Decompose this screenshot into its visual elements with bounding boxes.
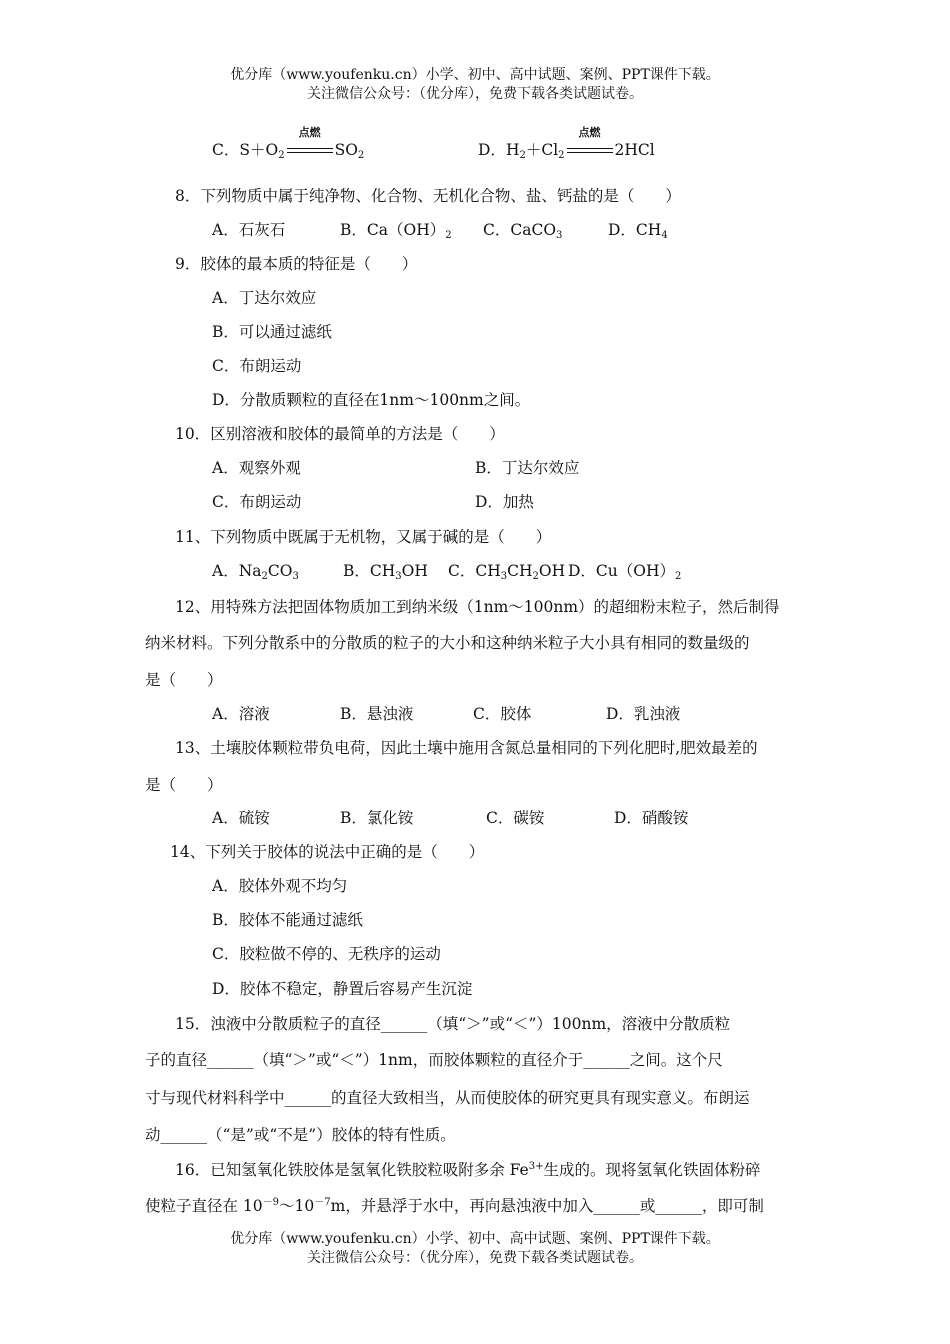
q13-line-1: 13、土壤胶体颗粒带负电荷，因此土壤中施用含氮总量相同的下列化肥时,肥效最差的: [175, 739, 758, 757]
q8-option-b: B．$Ca(OH)_2$: [340, 221, 452, 241]
q15-line-1: 15．浊液中分散质粒子的直径______（填“＞”或“＜”）100nm，溶液中分散质粒: [175, 1015, 731, 1033]
q9-option-b: B．可以通过滤纸: [212, 323, 332, 341]
q14-option-d: D．胶体不稳定，静置后容易产生沉淀: [212, 980, 473, 998]
q13-option-a: A．硫铵: [212, 809, 270, 827]
q10-stem: 10．区别溶液和胶体的最简单的方法是（ ）: [175, 425, 505, 443]
q14-stem: 14、下列关于胶体的说法中正确的是（ ）: [170, 843, 485, 861]
q12-line-1: 12、用特殊方法把固体物质加工到纳米级（1nm～100nm）的超细粉末粒子，然后制得: [175, 598, 780, 616]
q13-option-b: B．氯化铵: [340, 809, 414, 827]
header-line-1: 优分库（www.youfenku.cn）小学、初中、高中试题、案例、PPT课件下载。: [230, 67, 720, 83]
q8-option-c: C．CaCO$_3$: [483, 221, 563, 241]
q9-option-a: A．丁达尔效应: [212, 289, 317, 307]
q9-option-d: D．分散质颗粒的直径在1nm～100nm之间。: [212, 391, 531, 409]
q8-option-a: A．石灰石: [212, 221, 286, 239]
q11-option-b: B．$CH_3OH$: [343, 562, 428, 582]
q16-line-2: 使粒子直径在 $10^{-9}\sim 10^{-7}m$，并悬浮于水中，再向悬浊液中加入______或______，即可制: [145, 1197, 764, 1215]
footer-line-1: 优分库（www.youfenku.cn）小学、初中、高中试题、案例、PPT课件下载。: [230, 1231, 720, 1247]
q9-option-c: C．布朗运动: [212, 357, 302, 375]
q8-option-d: D．$CH_4$: [608, 221, 668, 241]
q15-line-4: 动______（“是”或“不是”）胶体的特有性质。: [145, 1126, 456, 1144]
q12-line-3: 是（ ）: [145, 671, 223, 689]
q10-option-b: B．丁达尔效应: [475, 459, 580, 477]
q14-option-a: A．胶体外观不均匀: [212, 877, 348, 895]
q13-line-2: 是（ ）: [145, 776, 223, 794]
q12-option-b: B．悬浊液: [340, 705, 414, 723]
q11-stem: 11、下列物质中既属于无机物，又属于碱的是（ ）: [175, 528, 552, 546]
q12-option-c: C．胶体: [473, 705, 532, 723]
reaction-condition-arrow: 点燃: [287, 140, 333, 160]
q7-option-c: C．$S+O_2$ 点燃 $SO_2$: [212, 126, 365, 161]
q13-option-d: D．硝酸铵: [614, 809, 689, 827]
q10-option-d: D．加热: [475, 493, 534, 511]
q10-option-a: A．观察外观: [212, 459, 301, 477]
q15-line-3: 寸与现代材料科学中______的直径大致相当，从而使胶体的研究更具有现实意义。布朗运: [145, 1089, 750, 1107]
q12-option-a: A．溶液: [212, 705, 270, 723]
q8-stem: 8．下列物质中属于纯净物、化合物、无机化合物、盐、钙盐的是（ ）: [175, 187, 681, 205]
q12-option-d: D．乳浊液: [606, 705, 681, 723]
q14-option-c: C．胶粒做不停的、无秩序的运动: [212, 945, 441, 963]
q11-option-c: C．$CH_3CH_2OH$: [448, 562, 566, 582]
q14-option-b: B．胶体不能通过滤纸: [212, 911, 363, 929]
q7-option-d: D．$H_2+Cl_2$ 点燃 2HCl: [478, 126, 655, 161]
q12-line-2: 纳米材料。下列分散系中的分散质的粒子的大小和这种纳米粒子大小具有相同的数量级的: [145, 634, 750, 652]
q11-option-d: D．$Cu(OH)_2$: [568, 562, 682, 582]
q16-line-1: 16．已知氢氧化铁胶体是氢氧化铁胶粒吸附多余 $Fe^{3+}$生成的。现将氢氧化铁固体粉碎: [175, 1161, 761, 1179]
q9-stem: 9．胶体的最本质的特征是（ ）: [175, 255, 418, 273]
footer-line-2: 关注微信公众号：（优分库），免费下载各类试题试卷。: [307, 1250, 643, 1266]
q10-option-c: C．布朗运动: [212, 493, 302, 511]
header-line-2: 关注微信公众号：（优分库），免费下载各类试题试卷。: [307, 86, 643, 102]
q11-option-a: A．$Na_2CO_3$: [212, 562, 299, 582]
q15-line-2: 子的直径______（填“＞”或“＜”）1nm，而胶体颗粒的直径介于______之间。这个尺: [145, 1051, 723, 1069]
q13-option-c: C．碳铵: [486, 809, 545, 827]
reaction-condition-arrow: 点燃: [567, 140, 613, 160]
